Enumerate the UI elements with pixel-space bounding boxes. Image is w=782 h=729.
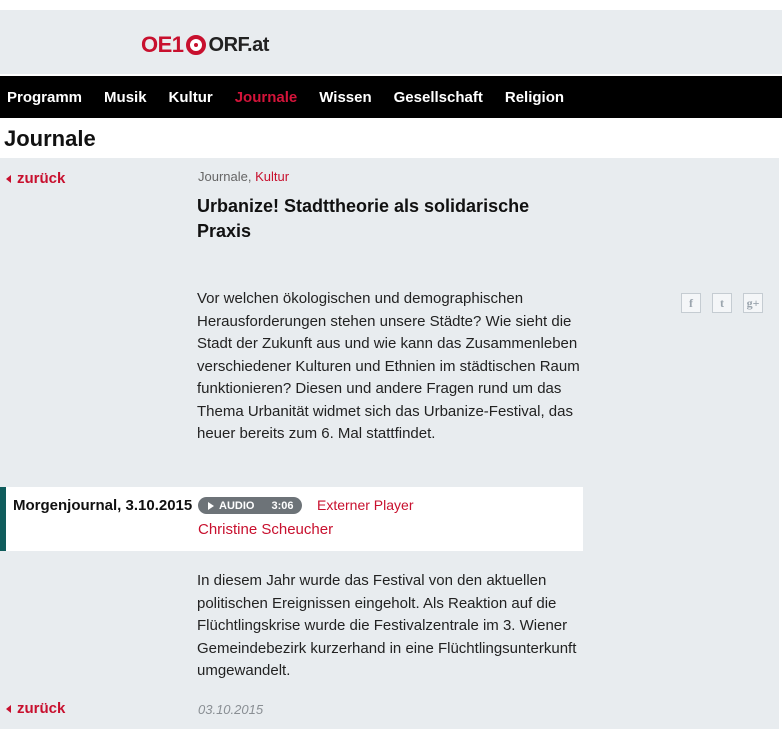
google-plus-icon[interactable]: g+ (743, 293, 763, 313)
nav-item-journale[interactable]: Journale (234, 88, 298, 106)
author-link[interactable]: Christine Scheucher (198, 521, 334, 538)
article-body: In diesem Jahr wurde das Festival von den aktuellen politischen Ereignissen eingeholt. Als Reaktion auf die Flüchtlingskrise wurde die Festivalzentrale im 3. Wiener Gemeindebezirk kurzerhand in eine Flüchtlingsunterkunft umgewandelt. (197, 572, 577, 679)
back-link-top[interactable] (6, 170, 65, 187)
play-icon (208, 502, 214, 510)
section-title: Journale (4, 126, 96, 151)
nav-item-kultur[interactable]: Kultur (168, 88, 213, 106)
audio-label: AUDIO (219, 499, 255, 512)
nav-item-musik[interactable]: Musik (104, 88, 147, 106)
breadcrumb (198, 169, 289, 184)
article-date: 03.10.2015 (198, 702, 264, 717)
back-arrow-icon (6, 705, 11, 713)
oe1-orf-logo[interactable] (141, 32, 269, 58)
player-accent-bar (0, 487, 6, 551)
nav-item-gesellschaft[interactable]: Gesellschaft (393, 88, 483, 106)
breadcrumb-kultur[interactable]: Kultur (255, 169, 290, 184)
article-title: Urbanize! Stadttheorie als solidarische Praxis (197, 196, 530, 241)
external-player-link[interactable]: Externer Player (317, 497, 414, 513)
nav-item-religion[interactable]: Religion (504, 88, 565, 106)
nav-item-wissen[interactable]: Wissen (319, 88, 372, 106)
orf-ring-icon (186, 35, 206, 55)
site-header (0, 10, 782, 74)
show-title: Morgenjournal, 3.10.2015 (13, 497, 193, 514)
twitter-icon[interactable]: t (712, 293, 732, 313)
audio-play-button[interactable] (198, 497, 302, 514)
logo-oe1-text: OE1 (141, 32, 184, 57)
logo-orf-text: ORF.at (208, 33, 269, 56)
article-lead: Vor welchen ökologischen und demographischen Herausforderungen stehen unsere Städte? Wie sieht die Stadt der Zukunft aus und wie kann das Zusammenleben verschiedener Kulturen und Ethnien im städtischen Raum funktionieren? Diesen und andere Fragen rund um das Thema Urbanität widmet sich das Urbanize-Festival, das heuer bereits zum 6. Mal stattfindet. (197, 290, 580, 442)
audio-player-box (0, 487, 583, 551)
back-label: zurück (17, 170, 66, 187)
nav-item-programm[interactable]: Programm (7, 88, 83, 106)
breadcrumb-journale[interactable]: Journale, (198, 169, 252, 184)
back-link-bottom[interactable] (6, 700, 65, 717)
social-share-bar (681, 293, 774, 313)
facebook-icon[interactable]: f (681, 293, 701, 313)
back-label: zurück (17, 700, 66, 717)
back-arrow-icon (6, 175, 11, 183)
audio-duration: 3:06 (271, 499, 294, 512)
main-navigation (0, 76, 782, 118)
